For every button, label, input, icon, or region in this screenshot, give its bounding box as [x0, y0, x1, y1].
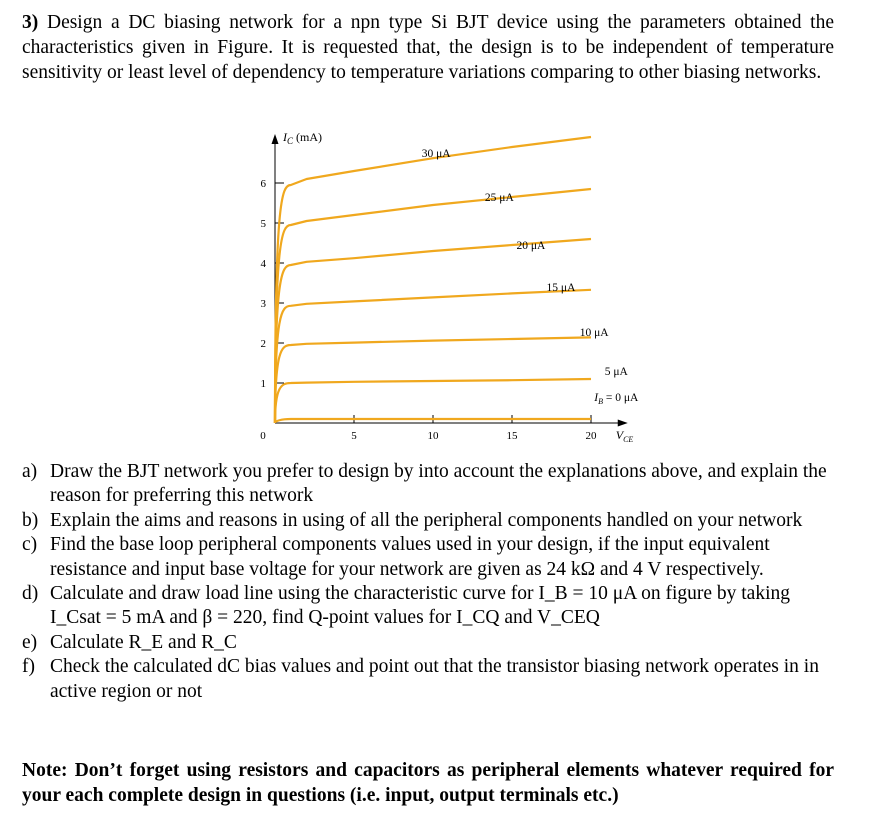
- y-tick-label: 4: [260, 258, 266, 270]
- x-tick-label: 20: [585, 430, 597, 442]
- origin-label: 0: [260, 430, 266, 442]
- question-label: a): [22, 461, 38, 482]
- note: Note: Don’t forget using resistors and capacitors as peripheral elements whatever required for your each complete design in questions (i.e. input, output terminals etc.): [22, 760, 834, 806]
- problem-text: Design a DC biasing network for a npn type Si BJT device using the parameters obtained the characteristics given in Figure. It is requested that, the design is to be independent of temperature sensitivity or least level of dependency to temperature variations comparing to other biasing networks.: [22, 12, 834, 83]
- question-e: [22, 631, 842, 655]
- y-axis-arrow: [272, 134, 279, 144]
- characteristic-curves-figure: [240, 128, 660, 458]
- y-tick-label: 6: [260, 178, 266, 190]
- y-tick-label: 5: [260, 218, 266, 230]
- question-d: [22, 582, 842, 631]
- question-label: b): [22, 509, 39, 531]
- y-axis-label: $I_C$ (mA): [283, 130, 323, 146]
- question-label: d): [22, 583, 39, 605]
- series-curve-2: [275, 239, 591, 423]
- x-tick-label: 10: [427, 430, 439, 442]
- series-label: 5 μA: [604, 366, 628, 378]
- question-text: Calculate R_E and R_C: [50, 631, 237, 653]
- question-text: Check the calculated dC bias values and point out that the transistor biasing network operates in in active region or not: [50, 656, 819, 702]
- series-label: 20 μA: [516, 240, 546, 252]
- question-a: [22, 460, 842, 509]
- question-list: [22, 460, 842, 704]
- question-text: Find the base loop peripheral components values used in your design, if the input equivalent resistance and input base voltage for your network are given as 24 kΩ and 4 V respectively.: [50, 534, 770, 580]
- question-c: [22, 533, 842, 582]
- series-label: 15 μA: [546, 282, 576, 294]
- series-label: 25 μA: [484, 192, 514, 204]
- x-axis-label: $V_{CE}$: [615, 428, 634, 444]
- question-f: [22, 655, 842, 704]
- y-tick-label: 2: [260, 338, 266, 350]
- question-label: f): [22, 656, 35, 678]
- x-tick-label: 15: [506, 430, 518, 442]
- series-curve-1: [275, 189, 591, 423]
- question-label: e): [22, 631, 38, 653]
- question-text: Draw the BJT network you prefer to design by into account the explanations above, and explain the reason for preferring this network: [50, 461, 827, 507]
- y-tick-label: 1: [260, 378, 266, 390]
- question-label: c): [22, 534, 38, 556]
- problem-statement: [22, 10, 834, 85]
- series-label: 30 μA: [421, 148, 451, 160]
- y-tick-label: 3: [260, 298, 266, 310]
- x-tick-label: 5: [351, 430, 357, 442]
- question-b: [22, 509, 842, 533]
- x-axis-arrow: [618, 420, 628, 427]
- series-label: $I_B = 0$ μA: [594, 392, 639, 406]
- problem-number: 3): [22, 12, 39, 33]
- series-curve-3: [275, 290, 591, 423]
- question-text: Explain the aims and reasons in using of all the peripheral components handled on your network: [50, 509, 803, 531]
- question-text: Calculate and draw load line using the characteristic curve for I_B = 10 μA on figure by taking I_Csat = 5 mA and β = 220, find Q-point values for I_CQ and V_CEQ: [50, 583, 791, 629]
- series-label: 10 μA: [579, 326, 609, 339]
- ic-vce-chart: [240, 128, 660, 458]
